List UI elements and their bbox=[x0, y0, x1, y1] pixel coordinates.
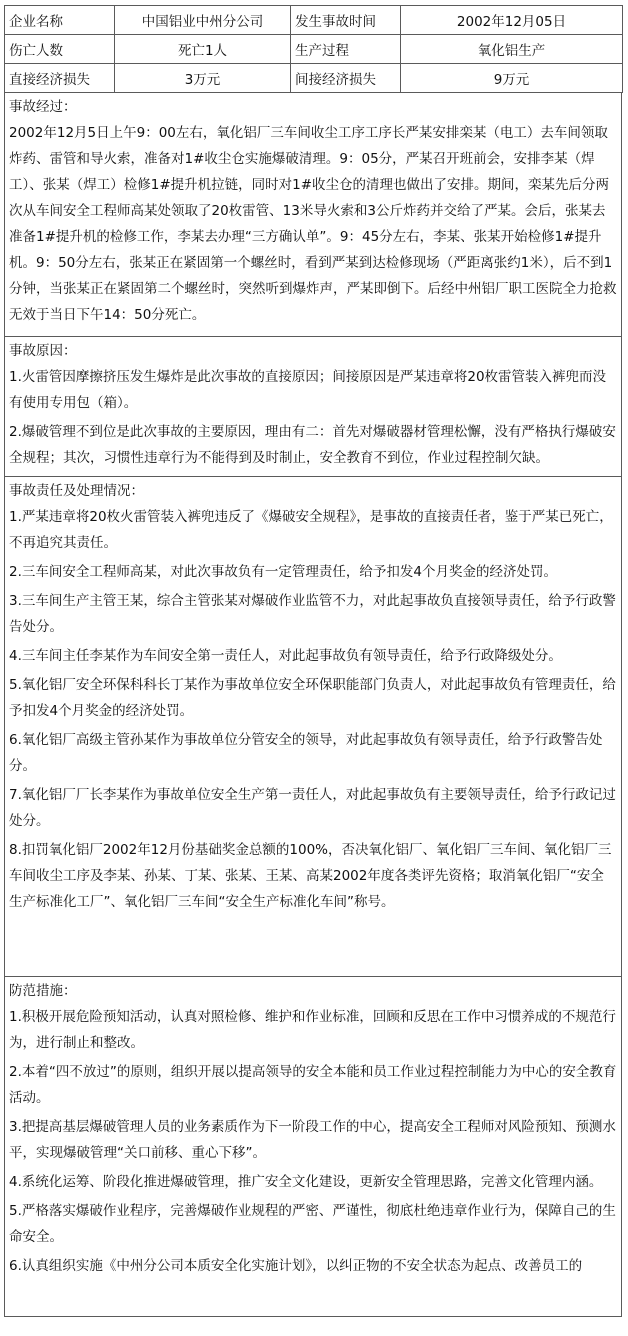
indirect-loss-label: 间接经济损失 bbox=[291, 64, 401, 93]
process-value: 氧化铝生产 bbox=[401, 35, 623, 64]
responsibility-item: 5.氧化铝厂安全环保科科长丁某作为事故单位安全环保职能部门负责人，对此起事故负有管理责任，给予扣发4个月奖金的经济处罚。 bbox=[9, 677, 616, 719]
responsibility-item: 8.扣罚氧化铝厂2002年12月份基础奖金总额的100%，否决氧化铝厂、氧化铝厂三车间、氧化铝厂三车间收尘工序及李某、孙某、丁某、张某、王某、高某2002年度各类评先资格；取消氧化铝厂“安全生产标准化工厂”、氧化铝厂三车间“安全生产标准化车间”称号。 bbox=[9, 842, 612, 910]
prevention-item: 2.本着“四不放过”的原则，组织开展以提高领导的安全本能和员工作业过程控制能力为中心的安全教育活动。 bbox=[9, 1064, 617, 1106]
prevention-item: 4.系统化运筹、阶段化推进爆破管理，推广安全文化建设，更新安全管理思路，完善文化管理内涵。 bbox=[9, 1174, 603, 1190]
casualty-value: 死亡1人 bbox=[115, 35, 291, 64]
prevention-item: 3.把提高基层爆破管理人员的业务素质作为下一阶段工作的中心，提高安全工程师对风险预知、预测水平，实现爆破管理“关口前移、重心下移”。 bbox=[9, 1119, 616, 1161]
company-value: 中国铝业中州分公司 bbox=[115, 6, 291, 35]
time-value: 2002年12月05日 bbox=[401, 6, 623, 35]
responsibility-item: 2.三车间安全工程师高某，对此次事故负有一定管理责任，给予扣发4个月奖金的经济处罚。 bbox=[9, 564, 557, 580]
process-label: 生产过程 bbox=[291, 35, 401, 64]
accident-process-title: 事故经过： bbox=[9, 99, 77, 115]
prevention-item: 5.严格落实爆破作业程序，完善爆破作业规程的严密、严谨性，彻底杜绝违章作业行为，保障自己的生命安全。 bbox=[9, 1203, 616, 1245]
cause-item: 1.火雷管因摩擦挤压发生爆炸是此次事故的直接原因；间接原因是严某违章将20枚雷管装入裤兜而没有使用专用包（箱）。 bbox=[9, 369, 607, 411]
prevention-item: 6.认真组织实施《中州分公司本质安全化实施计划》，以纠正物的不安全状态为起点、改善员工的 bbox=[9, 1258, 583, 1274]
prevention-section bbox=[4, 977, 622, 1317]
indirect-loss-value: 9万元 bbox=[401, 64, 623, 93]
accident-process-text: 2002年12月5日上午9：00左右，氧化铝厂三车间收尘工序工序长严某安排栾某（电工）去车间领取炸药、雷管和导火索，准备对1#收尘仓实施爆破清理。9：05分，严某召开班前会，安排李某（焊工）、张某（焊工）检修1#提升机拉链，同时对1#收尘仓的清理也做出了安排。期间，栾某先后分两次从车间安全工程师高某处领取了20枚雷管、13米导火索和3公斤炸药并交给了严某。会后，张某去准备1#提升机的检修工作，李某去办理“三方确认单”。9：45分左右，李某、张某开始检修1#提升机。9：50分左右，张某正在紧固第一个螺丝时，看到严某到达检修现场（严距离张约1米），后不到1分钟，当张某正在紧固第二个螺丝时，突然听到爆炸声，严某即倒下。后经中州铝厂职工医院全力抢救无效于当日下午14：50分死亡。 bbox=[9, 125, 617, 323]
accident-process-section bbox=[4, 93, 622, 337]
accident-cause-title: 事故原因： bbox=[9, 343, 77, 359]
responsibility-item: 3.三车间生产主管王某，综合主管张某对爆破作业监管不力，对此起事故负直接领导责任，给予行政警告处分。 bbox=[9, 593, 616, 635]
company-label: 企业名称 bbox=[5, 6, 115, 35]
info-row-casualty bbox=[5, 35, 623, 64]
responsibility-section bbox=[4, 477, 622, 977]
responsibility-title: 事故责任及处理情况： bbox=[9, 483, 144, 499]
responsibility-item: 7.氧化铝厂厂长李某作为事故单位安全生产第一责任人，对此起事故负有主要领导责任，给予行政记过处分。 bbox=[9, 787, 616, 829]
direct-loss-label: 直接经济损失 bbox=[5, 64, 115, 93]
cause-item: 2.爆破管理不到位是此次事故的主要原因，理由有二：首先对爆破器材管理松懈，没有严格执行爆破安全规程；其次，习惯性违章行为不能得到及时制止，安全教育不到位，作业过程控制欠缺。 bbox=[9, 424, 616, 466]
direct-loss-value: 3万元 bbox=[115, 64, 291, 93]
casualty-label: 伤亡人数 bbox=[5, 35, 115, 64]
info-row-company bbox=[5, 6, 623, 35]
info-row-loss bbox=[5, 64, 623, 93]
accident-report bbox=[4, 5, 622, 1317]
prevention-item: 1.积极开展危险预知活动，认真对照检修、维护和作业标准，回顾和反思在工作中习惯养成的不规范行为，进行制止和整改。 bbox=[9, 1009, 616, 1051]
prevention-title: 防范措施： bbox=[9, 983, 77, 999]
info-table bbox=[4, 5, 623, 93]
accident-cause-section bbox=[4, 337, 622, 477]
time-label: 发生事故时间 bbox=[291, 6, 401, 35]
responsibility-item: 6.氧化铝厂高级主管孙某作为事故单位分管安全的领导，对此起事故负有领导责任，给予行政警告处分。 bbox=[9, 732, 603, 774]
responsibility-item: 1.严某违章将20枚火雷管装入裤兜违反了《爆破安全规程》，是事故的直接责任者，鉴于严某已死亡，不再追究其责任。 bbox=[9, 509, 613, 551]
responsibility-item: 4.三车间主任李某作为车间安全第一责任人，对此起事故负有领导责任，给予行政降级处分。 bbox=[9, 648, 562, 664]
